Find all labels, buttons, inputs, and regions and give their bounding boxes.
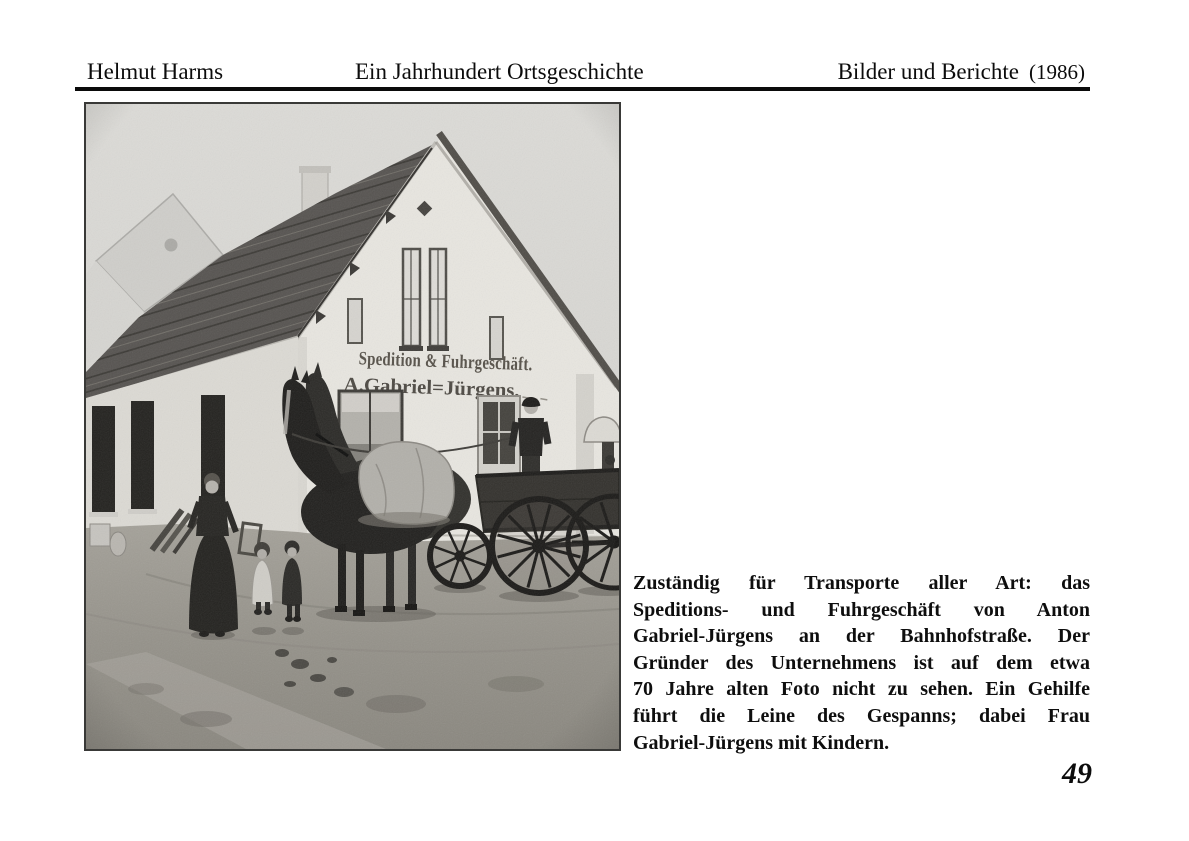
- header-author: Helmut Harms: [87, 59, 224, 84]
- historical-photo: [84, 102, 621, 751]
- header-year: (1986): [1029, 60, 1085, 84]
- photo-caption: [633, 570, 1090, 756]
- header-edition: [838, 59, 1085, 85]
- photo-canvas: [86, 104, 619, 749]
- caption-line: führt die Leine des Gespanns; dabei Frau: [633, 704, 1090, 727]
- header-book-title: Ein Jahrhundert Ortsgeschichte: [355, 59, 644, 84]
- header-edition-label: Bilder und Berichte: [837, 59, 1019, 84]
- caption-line: Speditions- und Fuhrgeschäft von Anton: [633, 598, 1090, 621]
- caption-line: Gabriel-Jürgens an der Bahnhofstraße. Der: [633, 625, 1090, 648]
- caption-line: 70 Jahre alten Foto nicht zu sehen. Ein Gehilfe: [633, 678, 1090, 701]
- page-number: 49: [1062, 757, 1092, 790]
- caption-line: Gründer des Unternehmens ist auf dem etwa: [633, 651, 1090, 674]
- header-rule: [75, 87, 1090, 91]
- caption-line: Zuständig für Transporte aller Art: das: [633, 572, 1090, 594]
- caption-line: Gabriel-Jürgens mit Kindern.: [633, 731, 890, 754]
- vignette: [86, 104, 619, 749]
